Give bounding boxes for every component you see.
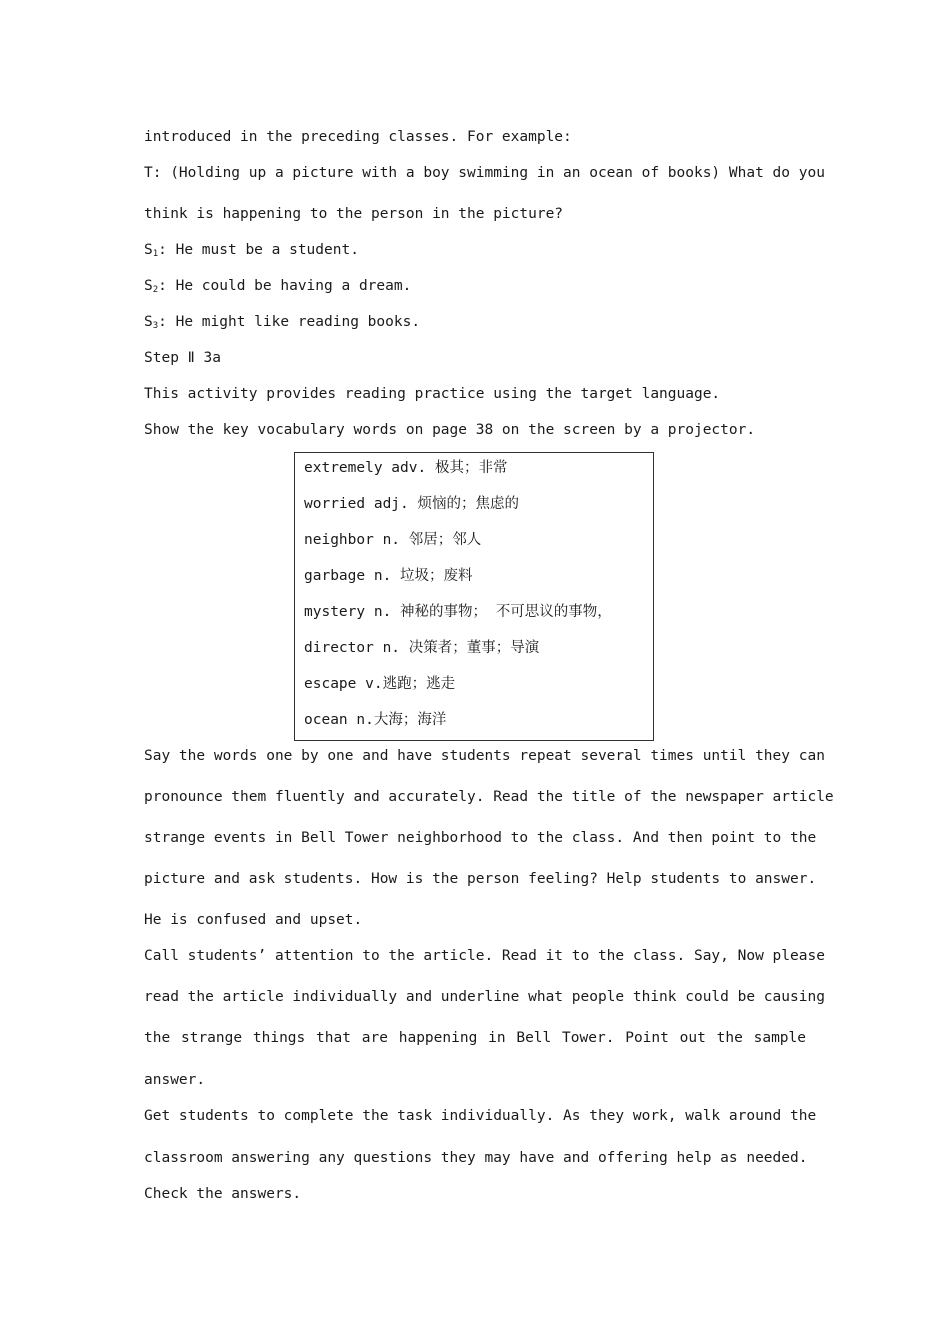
say-line-2: pronounce them fluently and accurately. Read the title of the newspaper article	[144, 789, 834, 805]
call-line-2: read the article individually and underline what people think could be causing	[144, 989, 825, 1005]
vocab-item: escape v.逃跑；逃走	[304, 676, 456, 692]
intro-line-3: think is happening to the person in the picture?	[144, 206, 564, 222]
speaker-label: S	[144, 278, 153, 294]
dialogue-text: : He might like reading books.	[158, 314, 421, 330]
dialogue-line-s1	[144, 241, 806, 259]
call-line-4: answer.	[144, 1072, 206, 1088]
dialogue-text: : He must be a student.	[158, 242, 359, 258]
vocab-item: neighbor n. 邻居；邻人	[304, 532, 482, 548]
get-line-1: Get students to complete the task individually. As they work, walk around the	[144, 1108, 817, 1124]
intro-line-1: introduced in the preceding classes. For example:	[144, 129, 572, 145]
show-line: Show the key vocabulary words on page 38 on the screen by a projector.	[144, 422, 756, 438]
say-line-4: picture and ask students. How is the person feeling? Help students to answer.	[144, 871, 817, 887]
intro-line-2: T: (Holding up a picture with a boy swimming in an ocean of books) What do you	[144, 165, 825, 181]
call-line-1: Call students’ attention to the article. Read it to the class. Say, Now please	[144, 948, 825, 964]
say-line-5: He is confused and upset.	[144, 912, 363, 928]
step-heading: Step Ⅱ 3a	[144, 350, 221, 366]
say-line-3: strange events in Bell Tower neighborhood to the class. And then point to the	[144, 830, 817, 846]
speaker-number: 2	[152, 285, 159, 295]
vocab-item: ocean n.大海；海洋	[304, 712, 447, 728]
vocab-item: mystery n. 神秘的事物； 不可思议的事物，	[304, 604, 612, 620]
activity-line: This activity provides reading practice using the target language.	[144, 386, 721, 402]
speaker-label: S	[144, 314, 153, 330]
get-line-3: Check the answers.	[144, 1186, 302, 1202]
dialogue-text: : He could be having a dream.	[158, 278, 412, 294]
vocab-item: worried adj. 烦恼的；焦虑的	[304, 496, 519, 512]
speaker-number: 1	[152, 249, 159, 259]
vocab-item: extremely adv. 极其；非常	[304, 460, 508, 476]
speaker-label: S	[144, 242, 153, 258]
vocab-item: director n. 决策者；董事；导演	[304, 640, 540, 656]
vocabulary-box	[294, 452, 654, 741]
vocab-item: garbage n. 垃圾；废料	[304, 568, 473, 584]
call-line-3: the strange things that are happening in Bell Tower. Point out the sample	[144, 1030, 806, 1046]
get-line-2: classroom answering any questions they may have and offering help as needed.	[144, 1150, 808, 1166]
dialogue-line-s2	[144, 277, 806, 295]
say-line-1: Say the words one by one and have students repeat several times until they can	[144, 748, 825, 764]
speaker-number: 3	[152, 321, 159, 331]
dialogue-line-s3	[144, 313, 806, 331]
